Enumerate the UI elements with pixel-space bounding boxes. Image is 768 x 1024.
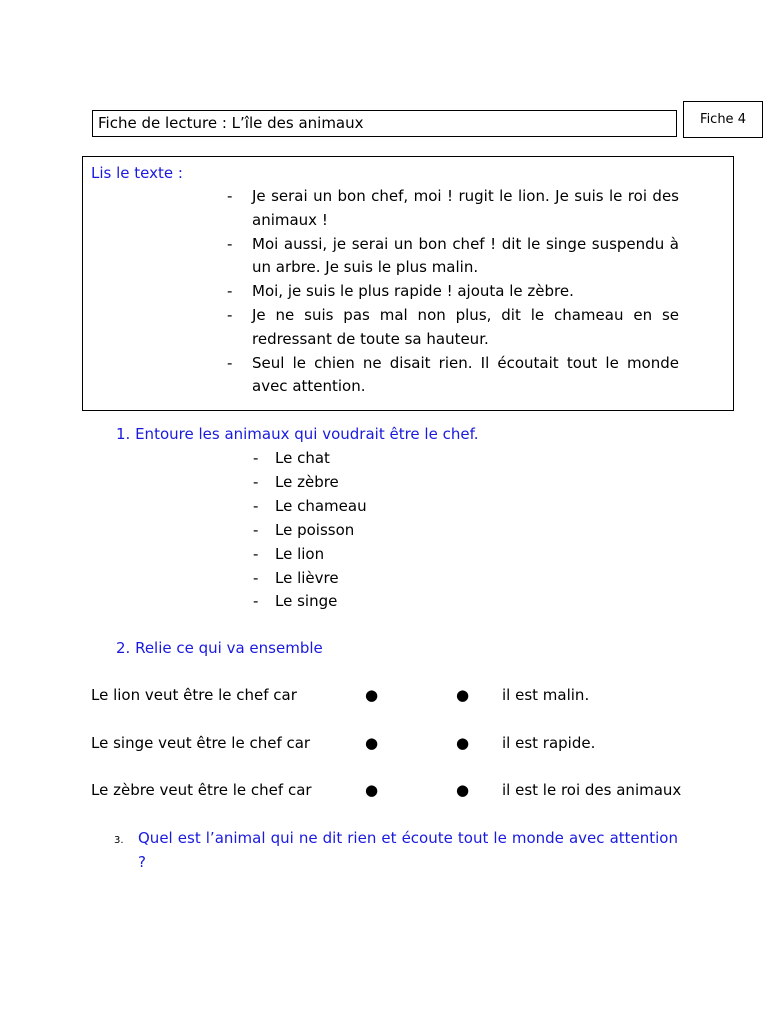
animal-option-label: Le chat — [275, 449, 330, 467]
animal-option[interactable] — [253, 495, 367, 519]
question-3: Quel est l’animal qui ne dit rien et écoute tout le monde avec attention ? — [138, 829, 678, 871]
matching-row — [91, 732, 751, 754]
animal-option[interactable] — [253, 543, 367, 567]
animal-option-label: Le zèbre — [275, 472, 339, 491]
animal-option-label: Le poisson — [275, 520, 355, 539]
matching-row — [91, 684, 751, 706]
dash-marker: - — [253, 568, 259, 587]
dialogue-line — [227, 352, 679, 400]
dash-marker: - — [253, 592, 259, 611]
dialogue-line-text: Je serai un bon chef, moi ! rugit le lion. Je suis le roi des animaux ! — [252, 187, 679, 229]
left-connector-dot[interactable]: ● — [365, 686, 379, 704]
animal-options-list — [253, 447, 367, 614]
dash-marker: - — [253, 449, 259, 467]
question-1: 1. Entoure les animaux qui voudrait être le chef. — [116, 425, 479, 443]
animal-option[interactable] — [253, 519, 367, 543]
animal-option[interactable] — [253, 447, 367, 471]
dash-marker: - — [227, 234, 233, 253]
animal-option-label: Le lièvre — [275, 568, 339, 587]
animal-option[interactable] — [253, 471, 367, 495]
matching-right-text: il est le roi des animaux — [502, 781, 682, 799]
dialogue-line — [227, 233, 679, 281]
worksheet-title-box — [92, 110, 677, 137]
fiche-number-box — [683, 101, 763, 138]
matching-left-text: Le lion veut être le chef car — [91, 686, 297, 704]
animal-option[interactable] — [253, 590, 367, 614]
dash-marker: - — [253, 496, 259, 515]
fiche-number: Fiche 4 — [700, 112, 746, 127]
dash-marker: - — [253, 544, 259, 563]
question-3-number: 3. — [114, 835, 124, 846]
dialogue-line — [227, 304, 679, 352]
question-2: 2. Relie ce qui va ensemble — [116, 639, 323, 657]
dialogue-line-text: Moi aussi, je serai un bon chef ! dit le singe suspendu à un arbre. Je suis le plus malin. — [252, 234, 679, 277]
right-connector-dot[interactable]: ● — [456, 781, 470, 799]
dash-marker: - — [227, 282, 233, 301]
dash-marker: - — [227, 187, 233, 205]
dash-marker: - — [253, 520, 259, 539]
right-connector-dot[interactable]: ● — [456, 686, 470, 704]
animal-option-label: Le singe — [275, 592, 338, 611]
dialogue-line — [227, 185, 679, 233]
dialogue-text — [227, 185, 679, 399]
dash-marker: - — [253, 472, 259, 491]
dash-marker: - — [227, 353, 233, 372]
animal-option-label: Le chameau — [275, 496, 367, 515]
matching-left-text: Le singe veut être le chef car — [91, 734, 311, 752]
animal-option-label: Le lion — [275, 544, 325, 563]
matching-row — [91, 779, 751, 801]
dialogue-line-text: Moi, je suis le plus rapide ! ajouta le zèbre. — [252, 282, 574, 301]
matching-right-text: il est rapide. — [502, 734, 596, 752]
left-connector-dot[interactable]: ● — [365, 781, 379, 799]
matching-right-text: il est malin. — [502, 686, 590, 704]
worksheet-title: Fiche de lecture : L’île des animaux — [98, 114, 364, 132]
dialogue-line-text: Seul le chien ne disait rien. Il écoutait tout le monde avec attention. — [252, 353, 679, 396]
left-connector-dot[interactable]: ● — [365, 734, 379, 752]
dash-marker: - — [227, 305, 233, 324]
dialogue-line-text: Je ne suis pas mal non plus, dit le chameau en se redressant de toute sa hauteur. — [252, 305, 679, 348]
dialogue-line — [227, 280, 679, 304]
reading-instruction: Lis le texte : — [91, 164, 183, 182]
right-connector-dot[interactable]: ● — [456, 734, 470, 752]
animal-option[interactable] — [253, 567, 367, 591]
matching-left-text: Le zèbre veut être le chef car — [91, 781, 312, 799]
